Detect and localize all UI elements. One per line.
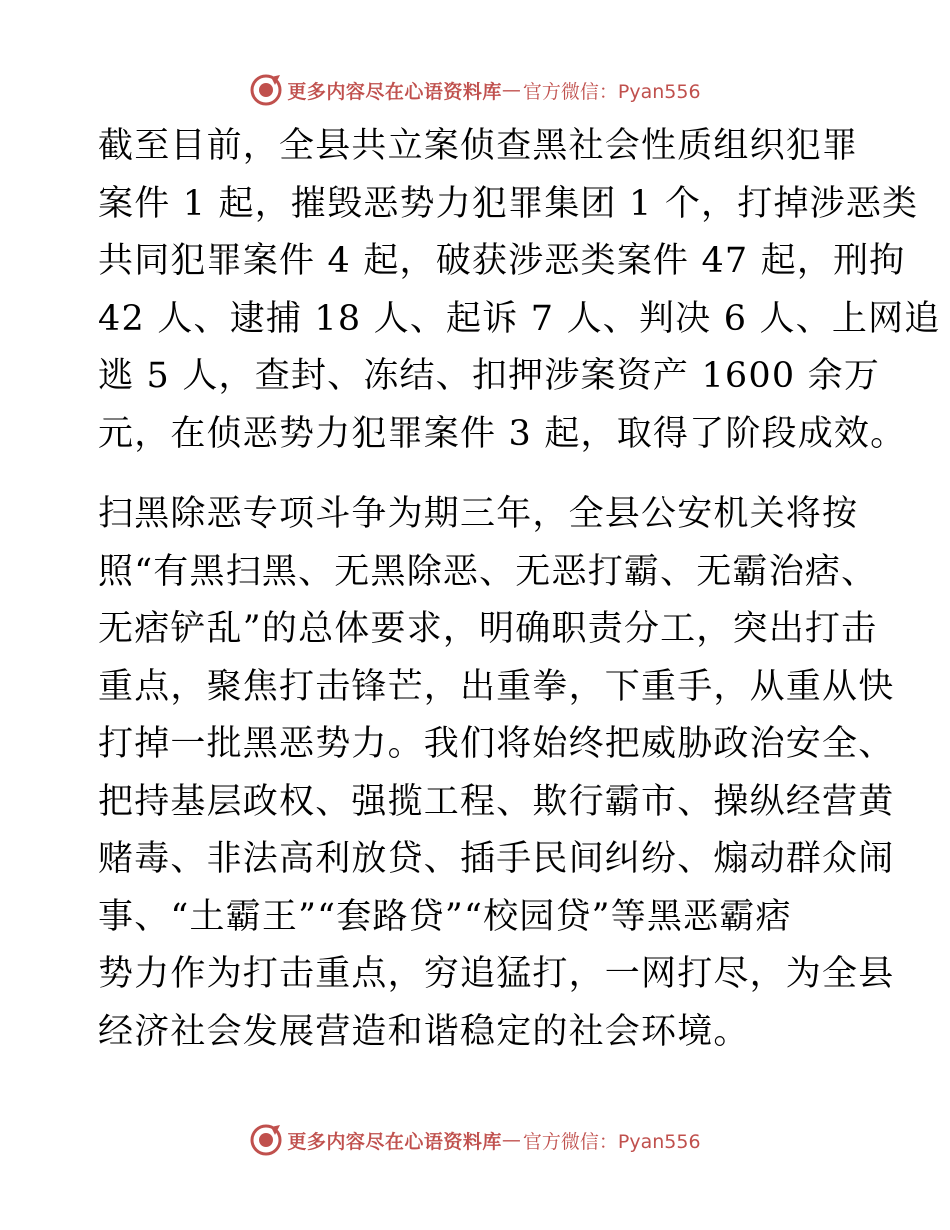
banner-separator: —: [501, 79, 521, 101]
text-line: 扫黑除恶专项斗争为期三年，全县公安机关将按: [98, 494, 859, 534]
text-line: 把持基层政权、强揽工程、欺行霸市、操纵经营黄: [98, 781, 895, 822]
text-line: 共同犯罪案件 4 起，破获涉恶类案件 47 起，刑拘: [98, 241, 906, 281]
banner-contact: 官方微信：Pyan556: [522, 80, 701, 103]
text-line: 逃 5 人，查封、冻结、扣押涉案资产 1600 余万: [98, 356, 881, 396]
text-line: 照“有黑扫黑、无黑除恶、无恶打霸、无霸治痞、: [98, 551, 878, 592]
text-line: 事、“土霸王”“套路贷”“校园贷”等黑恶霸痞: [98, 896, 792, 937]
footer-banner: [0, 1120, 950, 1160]
text-line: 42 人、逮捕 18 人、起诉 7 人、判决 6 人、上网追: [98, 298, 941, 339]
banner-separator: —: [501, 1129, 521, 1151]
text-line: 案件 1 起，摧毁恶势力犯罪集团 1 个，打掉涉恶类: [98, 183, 919, 224]
text-line: 经济社会发展营造和谐稳定的社会环境。: [98, 1011, 750, 1052]
text-line: 无痞铲乱”的总体要求，明确职责分工，突出打击: [98, 609, 878, 649]
text-line: 重点，聚焦打击锋芒，出重拳，下重手，从重从快: [98, 666, 895, 707]
banner-title: 更多内容尽在心语资料库: [287, 80, 502, 103]
text-line: 势力作为打击重点，穷追猛打，一网打尽，为全县: [98, 954, 895, 994]
banner-contact: 官方微信：Pyan556: [522, 1130, 701, 1153]
logo-icon: [249, 1123, 283, 1157]
text-line: 赌毒、非法高利放贷、插手民间纠纷、煽动群众闹: [98, 839, 895, 879]
banner-title: 更多内容尽在心语资料库: [287, 1130, 502, 1153]
text-line: 打掉一批黑恶势力。我们将始终把威胁政治安全、: [98, 724, 895, 764]
logo-icon: [249, 73, 283, 107]
paragraph-1: [98, 118, 941, 463]
header-banner: [0, 70, 950, 110]
paragraph-2: [98, 486, 895, 1061]
text-line: 元，在侦恶势力犯罪案件 3 起，取得了阶段成效。: [98, 413, 907, 454]
text-line: 截至目前，全县共立案侦查黑社会性质组织犯罪: [98, 126, 859, 166]
